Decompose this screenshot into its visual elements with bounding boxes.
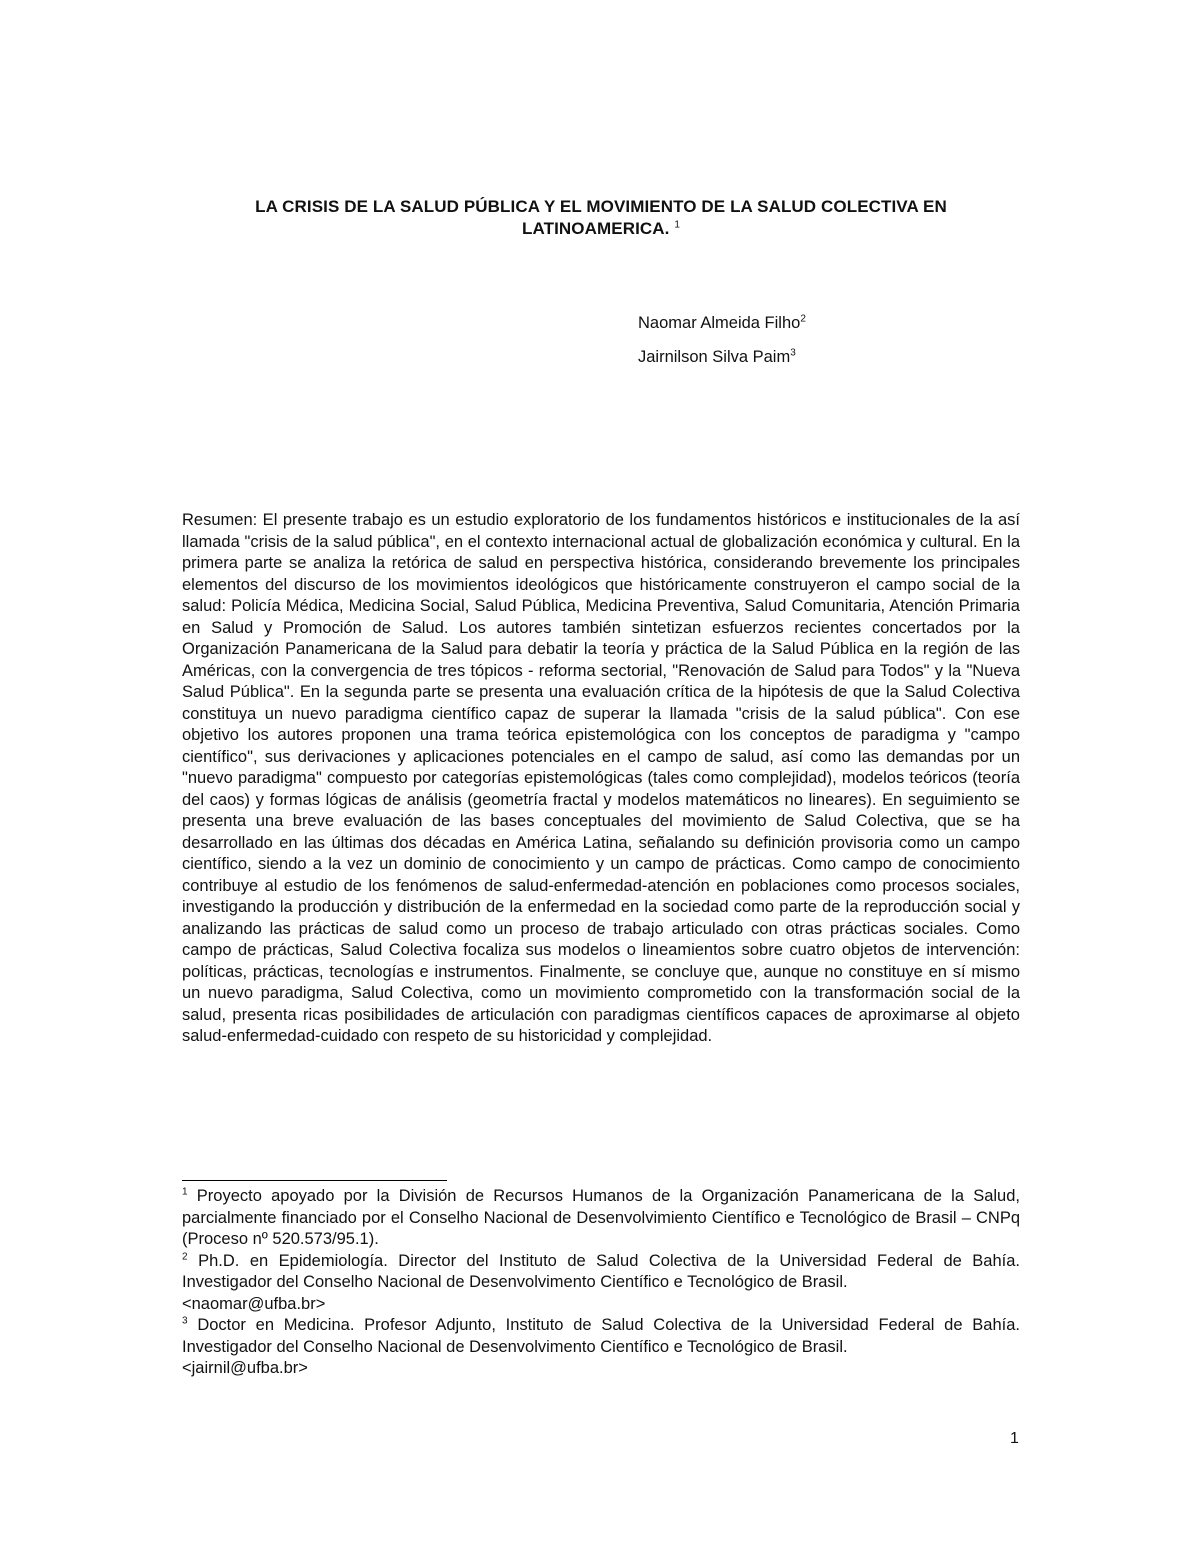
footnotes: [182, 1186, 1020, 1380]
author-1-footnote-mark: 2: [800, 313, 806, 325]
title-line-1: LA CRISIS DE LA SALUD PÚBLICA Y EL MOVIMIENTO DE LA SALUD COLECTIVA EN: [255, 197, 947, 216]
author-2: [638, 346, 806, 380]
footnote-2: [182, 1251, 1020, 1316]
author-1-name: Naomar Almeida Filho: [638, 314, 801, 332]
title-line-2: [182, 218, 1020, 240]
footnote-1-text: Proyecto apoyado por la División de Recursos Humanos de la Organización Panamericana de la Salud, parcialmente financiado por el Conselho Nacional de Desenvolvimiento Científico e Tecnológico de Brasil – CNPq (Proceso nº 520.573/95.1).: [182, 1187, 1020, 1248]
footnote-2-email: <naomar@ufba.br>: [182, 1294, 326, 1313]
footnote-2-text: Ph.D. en Epidemiología. Director del Instituto de Salud Colectiva de la Universidad Federal de Bahía. Investigador del Conselho Nacional de Desenvolvimento Científico e Tecnológico de Brasil.: [182, 1251, 1020, 1291]
footnote-3-email: <jairnil@ufba.br>: [182, 1359, 308, 1377]
title-footnote-mark: 1: [674, 219, 680, 231]
footnote-1-mark: 1: [182, 1186, 188, 1198]
footnote-3: [182, 1315, 1020, 1380]
author-2-name: Jairnilson Silva Paim: [638, 348, 791, 366]
author-2-footnote-mark: 3: [790, 347, 796, 359]
author-1: [638, 312, 806, 346]
title-line-2-text: LATINOAMERICA.: [522, 219, 670, 238]
abstract-paragraph: Resumen: El presente trabajo es un estudio exploratorio de los fundamentos históricos e institucionales de la así llamada "crisis de la salud pública", en el contexto internacional actual de globalización económica y cultural. En la primera parte se analiza la retórica de salud en perspectiva histórica, considerando brevemente los principales elementos del discurso de los movimientos ideológicos que históricamente construyeron el campo social de la salud: Policía Médica, Medicina Social, Salud Pública, Medicina Preventiva, Salud Comunitaria, Atención Primaria en Salud y Promoción de Salud. Los autores también sintetizan esfuerzos recientes concertados por la Organización Panamericana de la Salud para debatir la teoría y práctica de la Salud Pública en la región de las Américas, con la convergencia de tres tópicos - reforma sectorial, "Renovación de Salud para Todos" y la "Nueva Salud Pública". En la segunda parte se presenta una evaluación crítica de la hipótesis de que la Salud Colectiva constituya un nuevo paradigma científico capaz de superar la llamada "crisis de la salud pública". Con ese objetivo los autores proponen una trama teórica epistemológica con los conceptos de paradigma y "campo científico", sus derivaciones y aplicaciones potenciales en el campo de salud, así como las demandas por un "nuevo paradigma" compuesto por categorías epistemológicas (tales como complejidad), modelos teóricos (teoría del caos) y formas lógicas de análisis (geometría fractal y modelos matemáticos no lineares). En seguimiento se presenta una breve evaluación de las bases conceptuales del movimiento de Salud Colectiva, que se ha desarrollado en las últimas dos décadas en América Latina, señalando su definición provisoria como un campo científico, siendo a la vez un dominio de conocimiento y un campo de prácticas. Como campo de conocimiento contribuye al estudio de los fenómenos de salud-enfermedad-atención en poblaciones como procesos sociales, investigando la producción y distribución de la enfermedad en la sociedad como parte de la reproducción social y analizando las prácticas de salud como un proceso de trabajo articulado con otras prácticas sociales. Como campo de prácticas, Salud Colectiva focaliza sus modelos o lineamientos sobre cuatro objetos de intervención: políticas, prácticas, tecnologías e instrumentos. Finalmente, se concluye que, aunque no constituye en sí mismo un nuevo paradigma, Salud Colectiva, como un movimiento comprometido con la transformación social de la salud, presenta ricas posibilidades de articulación con paradigmas científicos capaces de aproximarse al objeto salud-enfermedad-cuidado con respeto de su historicidad y complejidad.: [182, 511, 1020, 1045]
author-list: [638, 312, 806, 380]
footnote-separator: [182, 1180, 447, 1181]
document-title: [182, 196, 1020, 240]
page-number: 1: [1010, 1430, 1019, 1447]
footnote-1: [182, 1186, 1020, 1251]
footnote-2-mark: 2: [182, 1251, 188, 1262]
footnote-3-mark: 3: [182, 1315, 188, 1327]
footnote-3-text: Doctor en Medicina. Profesor Adjunto, Instituto de Salud Colectiva de la Universidad Federal de Bahía. Investigador del Conselho Nacional de Desenvolvimento Científico e Tecnológico de Brasil.: [182, 1316, 1020, 1356]
